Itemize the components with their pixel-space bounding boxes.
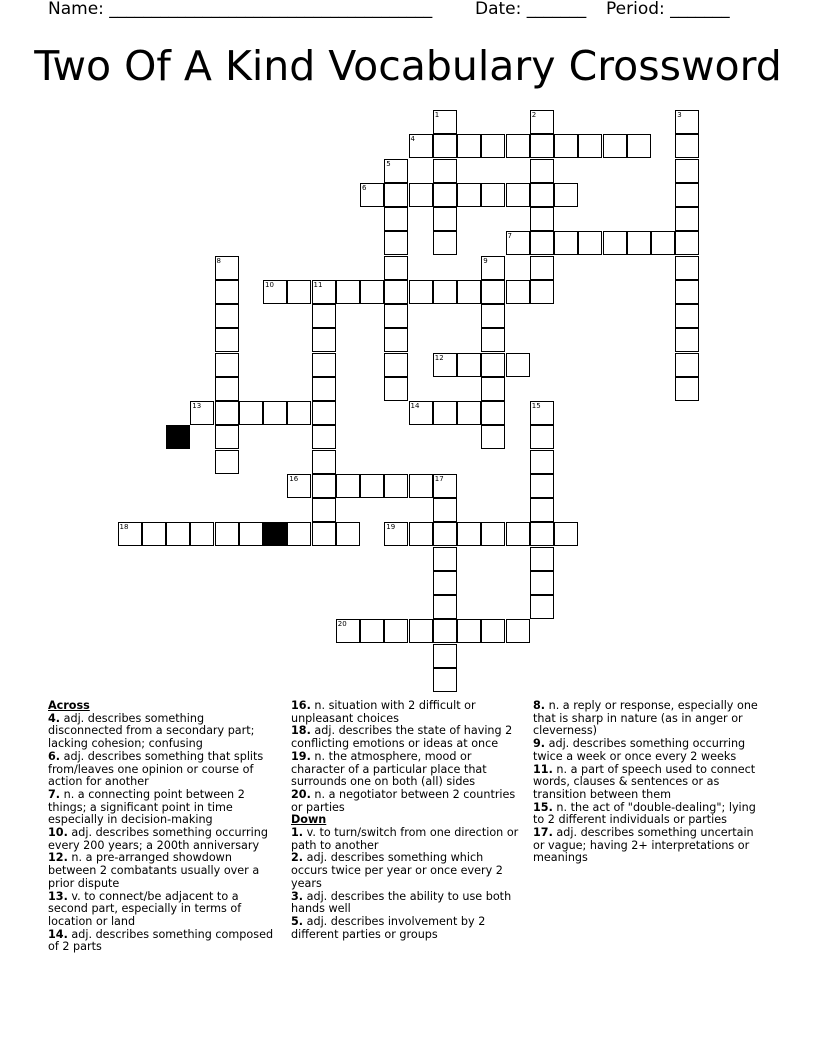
clues-column-1 [48,700,280,954]
crossword-cell[interactable] [675,110,699,134]
crossword-cell[interactable] [433,231,457,255]
crossword-cell[interactable] [142,522,166,546]
clue-num: 6. [48,749,61,763]
clue-number: 20 [337,620,347,629]
crossword-cell[interactable] [506,183,530,207]
crossword-cell[interactable] [530,134,554,158]
clue-down [533,738,765,763]
clue-number: 7 [507,232,512,241]
clue-text: adj. describes involvement by 2 different parties or groups [291,914,486,941]
crossword-cell[interactable] [433,668,457,692]
crossword-cell[interactable] [409,474,433,498]
crossword-cell[interactable] [433,353,457,377]
crossword-cell[interactable] [627,231,651,255]
crossword-cell[interactable] [530,280,554,304]
crossword-cell[interactable] [675,280,699,304]
crossword-cell[interactable] [215,377,239,401]
crossword-cell[interactable] [675,207,699,231]
crossword-cell[interactable] [336,280,360,304]
clue-num: 18. [291,724,311,738]
clue-num: 19. [291,749,311,763]
clue-text: n. situation with 2 difficult or unpleasant choices [291,699,476,725]
crossword-cell[interactable] [675,183,699,207]
clue-number: 17 [434,474,444,483]
crossword-cell[interactable] [457,522,481,546]
crossword-black-cell [263,522,287,546]
clue-text: adj. describes something composed of 2 parts [48,927,274,954]
crossword-cell[interactable] [506,231,530,255]
clue-across [48,852,280,890]
crossword-cell[interactable] [433,571,457,595]
clue-text: adj. describes the state of having 2 conflicting emotions or ideas at once [291,724,513,751]
crossword-cell[interactable] [554,134,578,158]
crossword-cell[interactable] [384,619,408,643]
crossword-cell[interactable] [481,377,505,401]
clue-down [291,891,523,916]
crossword-cell[interactable] [481,353,505,377]
crossword-cell[interactable] [409,134,433,158]
crossword-cell[interactable] [530,159,554,183]
clue-num: 10. [48,826,68,840]
crossword-cell[interactable] [433,498,457,522]
clue-across [48,713,280,751]
crossword-cell[interactable] [530,522,554,546]
crossword-cell[interactable] [336,522,360,546]
crossword-cell[interactable] [336,474,360,498]
clue-text: v. to turn/switch from one direction or path to another [291,826,519,852]
clue-text: n. a pre-arranged showdown between 2 combatants usually over a prior dispute [48,851,260,890]
crossword-cell[interactable] [603,134,627,158]
clue-down [533,764,765,802]
clue-across [48,827,280,852]
crossword-cell[interactable] [433,401,457,425]
clue-number: 2 [531,111,537,119]
crossword-cell[interactable] [675,256,699,280]
crossword-cell[interactable] [287,522,311,546]
clue-down [533,802,765,827]
crossword-cell[interactable] [409,522,433,546]
clue-text: n. a connecting point between 2 things; a significant point in time especially in decision-making [48,787,245,827]
crossword-cell[interactable] [457,619,481,643]
clue-across [291,751,523,789]
clue-num: 17. [533,826,553,840]
crossword-cell[interactable] [506,353,530,377]
clue-number: 11 [313,280,323,289]
crossword-cell[interactable] [215,280,239,304]
crossword-cell[interactable] [506,134,530,158]
clue-number: 15 [531,402,541,410]
crossword-cell[interactable] [554,183,578,207]
crossword-black-cell [166,425,190,449]
crossword-cell[interactable] [384,159,408,183]
clue-num: 13. [48,889,68,903]
clue-text: adj. describes something disconnected from a secondary part; lacking cohesion; confusing [48,711,255,751]
crossword-cell[interactable] [457,280,481,304]
clue-number: 12 [434,353,444,362]
clue-number: 14 [410,402,420,410]
crossword-cell[interactable] [215,256,239,280]
crossword-cell[interactable] [166,522,190,546]
clue-down [291,916,523,941]
clue-across [48,789,280,827]
crossword-cell[interactable] [384,280,408,304]
crossword-cell[interactable] [578,134,602,158]
crossword-cell[interactable] [312,450,336,474]
crossword-cell[interactable] [481,134,505,158]
crossword-cell[interactable] [530,474,554,498]
clue-across [48,751,280,789]
crossword-cell[interactable] [433,134,457,158]
crossword-cell[interactable] [312,401,336,425]
crossword-cell[interactable] [530,425,554,449]
clue-across [291,700,523,725]
crossword-cell[interactable] [627,134,651,158]
clue-across [48,929,280,954]
clue-num: 3. [291,889,304,903]
clue-num: 12. [48,851,68,865]
crossword-cell[interactable] [481,183,505,207]
clue-num: 2. [291,851,304,865]
clues-column-3 [533,700,765,865]
crossword-cell[interactable] [312,328,336,352]
crossword-cell[interactable] [457,134,481,158]
clue-number: 4 [410,135,415,144]
crossword-cell[interactable] [215,353,239,377]
crossword-cell[interactable] [215,304,239,328]
crossword-cell[interactable] [530,231,554,255]
clue-number: 9 [483,256,488,265]
crossword-cell[interactable] [215,401,239,425]
crossword-cell[interactable] [675,159,699,183]
clue-number: 18 [119,523,129,532]
crossword-cell[interactable] [457,183,481,207]
crossword-cell[interactable] [433,595,457,619]
crossword-cell[interactable] [481,425,505,449]
clue-text: adj. describes something occurring every 200 years; a 200th anniversary [48,826,268,852]
crossword-cell[interactable] [530,183,554,207]
crossword-cell[interactable] [239,401,263,425]
clue-number: 6 [362,183,367,192]
crossword-cell[interactable] [384,304,408,328]
crossword-cell[interactable] [578,231,602,255]
crossword-cell[interactable] [651,231,675,255]
crossword-cell[interactable] [312,377,336,401]
page-title: Two Of A Kind Vocabulary Crossword [34,42,782,90]
date-field-label: Date: _______ [475,0,587,19]
clue-down [291,827,523,852]
crossword-cell[interactable] [409,183,433,207]
crossword-cell[interactable] [675,328,699,352]
crossword-cell[interactable] [530,595,554,619]
crossword-cell[interactable] [360,619,384,643]
period-field-label: Period: _______ [606,0,730,19]
crossword-cell[interactable] [384,231,408,255]
crossword-cell[interactable] [312,522,336,546]
down-heading: Down [291,813,327,827]
crossword-cell[interactable] [384,522,408,546]
clue-number: 8 [216,256,221,265]
crossword-cell[interactable] [433,547,457,571]
crossword-cell[interactable] [336,619,360,643]
crossword-cell[interactable] [215,425,239,449]
clue-text: adj. describes something which occurs twice per year or once every 2 years [291,851,503,890]
clue-number: 16 [289,474,299,483]
crossword-cell[interactable] [215,450,239,474]
crossword-cell[interactable] [530,110,554,134]
crossword-cell[interactable] [675,231,699,255]
clue-across [291,789,523,814]
crossword-cell[interactable] [675,353,699,377]
crossword-cell[interactable] [360,474,384,498]
clue-text: adj. describes the ability to use both hands well [291,889,512,916]
crossword-cell[interactable] [481,304,505,328]
crossword-cell[interactable] [530,207,554,231]
crossword-cell[interactable] [554,231,578,255]
crossword-cell[interactable] [603,231,627,255]
clue-text: adj. describes something uncertain or vague; having 2+ interpretations or meanings [533,826,754,865]
crossword-cell[interactable] [530,450,554,474]
crossword-cell[interactable] [530,571,554,595]
clue-across [291,725,523,750]
crossword-cell[interactable] [433,110,457,134]
crossword-cell[interactable] [312,498,336,522]
clue-number: 10 [265,280,274,289]
crossword-cell[interactable] [481,280,505,304]
crossword-cell[interactable] [360,280,384,304]
crossword-cell[interactable] [384,353,408,377]
clues-column-2 [291,700,523,941]
crossword-cell[interactable] [312,280,336,304]
clue-num: 14. [48,927,68,941]
crossword-cell[interactable] [190,522,214,546]
crossword-cell[interactable] [506,522,530,546]
clue-number: 1 [434,111,440,119]
clue-text: n. a reply or response, especially one that is sharp in nature (as in anger or cleverness) [533,699,758,738]
crossword-cell[interactable] [215,328,239,352]
clue-number: 5 [386,159,391,168]
crossword-cell[interactable] [433,619,457,643]
crossword-cell[interactable] [360,183,384,207]
clue-num: 9. [533,737,546,751]
crossword-cell[interactable] [433,159,457,183]
crossword-cell[interactable] [481,619,505,643]
crossword-cell[interactable] [433,474,457,498]
clue-text: adj. describes something that splits from/leaves one opinion or course of action for another [48,749,264,789]
clue-text: n. a part of speech used to connect words, clauses & sentences or as transition between them [533,762,756,801]
crossword-cell[interactable] [675,377,699,401]
clue-number: 13 [192,402,202,410]
crossword-cell[interactable] [263,280,287,304]
crossword-cell[interactable] [287,280,311,304]
clue-text: n. the act of "double-dealing"; lying to 2 different individuals or parties [533,800,756,827]
clue-num: 7. [48,787,61,801]
crossword-cell[interactable] [433,207,457,231]
crossword-cell[interactable] [312,304,336,328]
clue-across [48,891,280,929]
crossword-cell[interactable] [312,425,336,449]
clue-text: n. the atmosphere, mood or character of a particular place that surrounds one on both (all) sides [291,749,487,789]
crossword-cell[interactable] [506,280,530,304]
crossword-cell[interactable] [287,474,311,498]
crossword-cell[interactable] [409,401,433,425]
crossword-cell[interactable] [506,619,530,643]
crossword-cell[interactable] [457,353,481,377]
crossword-cell[interactable] [433,280,457,304]
clue-num: 5. [291,914,304,928]
crossword-cell[interactable] [239,522,263,546]
crossword-cell[interactable] [384,377,408,401]
crossword-cell[interactable] [481,256,505,280]
clue-number: 3 [677,111,682,119]
clue-num: 20. [291,787,311,801]
crossword-cell[interactable] [433,644,457,668]
crossword-cell[interactable] [118,522,142,546]
clue-num: 1. [291,826,304,840]
crossword-cell[interactable] [554,522,578,546]
clue-num: 15. [533,800,553,814]
crossword-cell[interactable] [530,547,554,571]
crossword-cell[interactable] [384,183,408,207]
name-field-label: Name: ______________________________________ [48,0,433,19]
clue-down [533,700,765,738]
crossword-cell[interactable] [409,619,433,643]
clue-num: 4. [48,711,61,725]
clue-number: 19 [386,523,396,532]
crossword-cell[interactable] [384,328,408,352]
crossword-cell[interactable] [530,498,554,522]
crossword-cell[interactable] [433,522,457,546]
crossword-cell[interactable] [190,401,214,425]
crossword-cell[interactable] [481,522,505,546]
crossword-cell[interactable] [481,401,505,425]
crossword-cell[interactable] [384,256,408,280]
crossword-cell[interactable] [530,256,554,280]
clue-num: 16. [291,699,311,712]
clue-text: v. to connect/be adjacent to a second part, especially in terms of location or land [48,889,242,928]
clue-text: adj. describes something occurring twice a week or once every 2 weeks [533,737,746,763]
crossword-cell[interactable] [433,183,457,207]
crossword-cell[interactable] [409,280,433,304]
crossword-cell[interactable] [675,134,699,158]
crossword-cell[interactable] [384,207,408,231]
clue-down [533,827,765,865]
crossword-cell[interactable] [287,401,311,425]
clue-down [291,852,523,890]
crossword-cell[interactable] [312,353,336,377]
clue-text: n. a negotiator between 2 countries or parties [291,787,516,814]
crossword-cell[interactable] [263,401,287,425]
across-heading: Across [48,699,90,712]
clue-num: 11. [533,762,553,776]
crossword-cell[interactable] [481,328,505,352]
crossword-cell[interactable] [215,522,239,546]
crossword-cell[interactable] [312,474,336,498]
crossword-cell[interactable] [530,401,554,425]
crossword-cell[interactable] [675,304,699,328]
crossword-cell[interactable] [384,474,408,498]
crossword-cell[interactable] [457,401,481,425]
clue-num: 8. [533,699,546,712]
